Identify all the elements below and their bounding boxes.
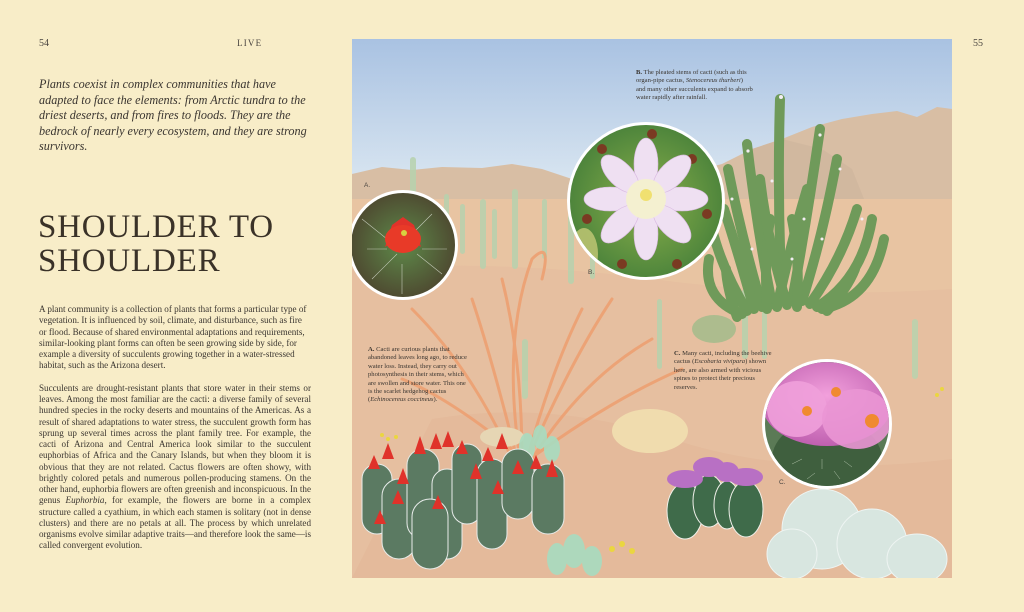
caption-c-letter: C. bbox=[674, 350, 681, 357]
caption-b-letter: B. bbox=[636, 69, 643, 76]
body-text bbox=[39, 304, 311, 563]
body-paragraph-1: A plant community is a collection of plants that forms a particular type of vegetation. It is influenced by soil, climate, and disturbance, such as fire or flood. Because of shared environmental adaptations and requirements, similar-looking plant forms can often be seen growing side by side, for example a diversity of succulents growing together in a water-stressed habitat, such as the Arizona desert. bbox=[39, 304, 307, 371]
caption-b-text: The pleated stems of cacti (such as this organ-pipe cactus, bbox=[636, 69, 747, 85]
desert-scene-image bbox=[352, 39, 952, 578]
page-number-right: 55 bbox=[973, 38, 983, 49]
paragraph-2-text-end: , for example, the flowers are borne in a complex structure called a cyathium, in which each stamen is solitary (not in dense clusters) and there are no petals at all. The process by which unrelated organisms evolve similar adaptive traits—and therefore look the same—is called convergent evolution. bbox=[39, 495, 311, 551]
page-title bbox=[38, 210, 318, 278]
running-head: LIVE bbox=[237, 38, 263, 48]
body-paragraph-2 bbox=[39, 383, 311, 552]
caption-a-end: ). bbox=[433, 396, 438, 404]
caption-a bbox=[368, 346, 468, 405]
paragraph-2-text: Succulents are drought-resistant plants that store water in their stems or leaves. Among the most familiar are the cacti: a diverse family of several hundred species in the rocky deserts and mountains of the Americas. As a result of shared adaptations to water stress, the succulent growth form has sprung up several times across the plant family tree. For example, the cacti of Arizona and Central America look similar to the succulent euphorbias of Africa and the Canary Islands, but when they bloom it is obvious that they are not related. Cactus flowers are often showy, with brightly colored petals and numerous pollen-producing stamens. On the other hand, euphorbia flowers are often greenish and inconspicuous. In the genus bbox=[39, 382, 311, 506]
caption-c bbox=[674, 350, 774, 392]
marker-a: A. bbox=[364, 182, 371, 189]
marker-c: C. bbox=[779, 479, 786, 486]
caption-a-text: Cacti are curious plants that abandoned leaves long ago, to reduce water loss. Instead, they carry out photosynthesis in their stems, which are swollen and store water. This one is the scarlet hedgehog cactus ( bbox=[368, 346, 467, 404]
page-number-left: 54 bbox=[39, 38, 49, 49]
marker-b: B. bbox=[588, 269, 595, 276]
caption-c-text: Many cacti, including the beehive cactus ( bbox=[674, 350, 772, 366]
caption-c-end: ) shown here, are also armed with vicious spines to protect their precious reserves. bbox=[674, 358, 767, 391]
caption-a-species: Echinocereus coccineus bbox=[370, 396, 434, 404]
title-line-2: SHOULDER bbox=[38, 243, 221, 279]
title-line-1: SHOULDER TO bbox=[38, 209, 274, 245]
caption-b-species: Stenocereus thurberi bbox=[685, 77, 741, 85]
intro-paragraph: Plants coexist in complex communities that have adapted to face the elements: from Arctic tundra to the driest deserts, and from fires to floods. They are the bedrock of nearly every ecosystem, and they are strong survivors. bbox=[39, 77, 307, 154]
caption-b bbox=[636, 69, 754, 103]
genus-euphorbia: Euphorbia bbox=[65, 495, 105, 506]
desert-illustration bbox=[352, 39, 952, 578]
caption-b-end: ) and many other succulents expand to absorb water rapidly after rainfall. bbox=[636, 77, 753, 102]
caption-c-species: Escobaria vivipara bbox=[694, 358, 746, 366]
caption-a-letter: A. bbox=[368, 346, 375, 353]
